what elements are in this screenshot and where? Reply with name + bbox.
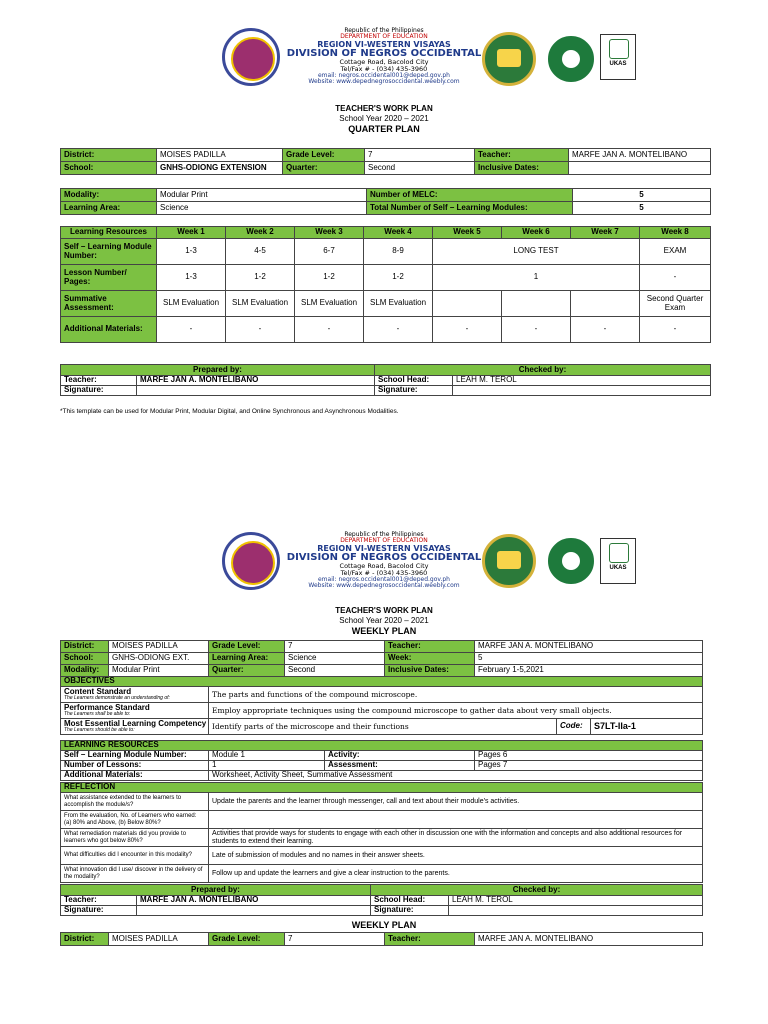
summative-week-3: SLM Evaluation (295, 291, 364, 317)
week-8-header: Week 8 (640, 227, 711, 239)
weekly-dates-value: February 1-5,2021 (475, 665, 703, 677)
reflection-a4: Late of submission of modules and no names in their answer sheets. (209, 847, 703, 865)
week-5-header: Week 5 (433, 227, 502, 239)
iso-seal (546, 536, 596, 586)
weekly-resources-table (60, 740, 703, 781)
performance-standard-label (61, 703, 209, 719)
learning-area-label: Learning Area: (61, 202, 157, 215)
address-text: Cottage Road, Bacolod City (339, 58, 429, 67)
weekly2-district-label: District: (61, 933, 109, 946)
learning-area-value: Science (157, 202, 367, 215)
weekly-plan-title-2: WEEKLY PLAN (351, 920, 417, 930)
weekly2-teacher-label: Teacher: (385, 933, 475, 946)
signature-head-label: Signature: (375, 386, 453, 396)
quarter-info-table (60, 148, 711, 175)
module-week-2: 4-5 (226, 239, 295, 265)
region-text: REGION VI-WESTERN VISAYAS (317, 39, 451, 49)
region-text: REGION VI-WESTERN VISAYAS (317, 543, 451, 553)
reflection-q5: What innovation did I use/ discover in the delivery of the modality? (61, 865, 209, 883)
weekly2-teacher-value: MARFE JAN A. MONTELIBANO (475, 933, 703, 946)
modality-label: Modality: (61, 189, 157, 202)
weekly-school-head-name: LEAH M. TEROL (449, 896, 703, 906)
objectives-header: OBJECTIVES (61, 677, 703, 687)
additional-materials-value: Worksheet, Activity Sheet, Summative Assessment (209, 771, 703, 781)
slm-number-value: Module 1 (209, 751, 325, 761)
performance-standard-value: Employ appropriate techniques using the compound microscope to gather data about very small objects. (209, 703, 703, 719)
additional-week-8: - (640, 317, 711, 343)
signature-head (453, 386, 711, 396)
total-modules-value: 5 (573, 202, 711, 215)
melc-label (61, 719, 209, 735)
summative-week-1: SLM Evaluation (157, 291, 226, 317)
district-label: District: (61, 149, 157, 162)
reflection-header: REFLECTION (61, 783, 703, 793)
school-value: GNHS-ODIONG EXTENSION (157, 162, 283, 175)
weekly2-grade-label: Grade Level: (209, 933, 285, 946)
lesson-week-2: 1-2 (226, 265, 295, 291)
footnote: *This template can be used for Modular Print, Modular Digital, and Online Synchronous and Asynchronous Modalities. (60, 408, 399, 415)
inclusive-dates-value (569, 162, 711, 175)
reflection-table (60, 782, 703, 883)
ukas-label: UKAS (609, 61, 627, 67)
content-standard-label (61, 687, 209, 703)
weekly-checked-by-header: Checked by: (371, 885, 703, 896)
reflection-a1: Update the parents and the learner through messenger, call and text about their module's activities. (209, 793, 703, 811)
additional-week-1: - (157, 317, 226, 343)
code-label: Code: (557, 719, 591, 735)
summative-week-5 (433, 291, 502, 317)
weekly-grade-value: 7 (285, 641, 385, 653)
melc-value: Identify parts of the microscope and their functions (209, 719, 557, 735)
reflection-a2 (209, 811, 703, 829)
school-head-name: LEAH M. TEROL (453, 376, 711, 386)
activity-label: Activity: (325, 751, 475, 761)
department-text: DEPARTMENT OF EDUCATION (340, 33, 428, 41)
division-seal (482, 32, 536, 86)
summative-week-6 (502, 291, 571, 317)
week-3-header: Week 3 (295, 227, 364, 239)
additional-week-5: - (433, 317, 502, 343)
summative-label: Summative Assessment: (61, 291, 157, 317)
summative-week-8: Second Quarter Exam (640, 291, 711, 317)
module-week-5-7: LONG TEST (433, 239, 640, 265)
weekly-plan-title: WEEKLY PLAN (351, 626, 417, 636)
lessons-label: Number of Lessons: (61, 761, 209, 771)
lesson-week-5-7: 1 (433, 265, 640, 291)
additional-week-2: - (226, 317, 295, 343)
school-label: School: (61, 162, 157, 175)
quarter-value: Second (365, 162, 475, 175)
reflection-q3: What remediation materials did you provide to learners who got below 80%? (61, 829, 209, 847)
weekly-quarter-label: Quarter: (209, 665, 285, 677)
checked-by-header: Checked by: (375, 365, 711, 376)
teacher-sign-label: Teacher: (61, 376, 137, 386)
address-text: Cottage Road, Bacolod City (339, 562, 429, 571)
assessment-value: Pages 7 (475, 761, 703, 771)
email-text: email: negros.occidental001@deped.gov.ph (317, 576, 450, 584)
reflection-a3: Activities that provide ways for students to engage with each other in discussion one with the information and concepts and also additional resources for students to extend their learning. (209, 829, 703, 847)
weekly-week-label: Week: (385, 653, 475, 665)
lessons-value: 1 (209, 761, 325, 771)
weekly-school-label: School: (61, 653, 109, 665)
weekly2-district-value: MOISES PADILLA (109, 933, 209, 946)
weekly-grade-label: Grade Level: (209, 641, 285, 653)
school-year: School Year 2020 – 2021 (339, 616, 429, 625)
iso-seal (546, 34, 596, 84)
melc-sub: The Learners should be able to: (64, 727, 135, 734)
prepared-by-header: Prepared by: (61, 365, 375, 376)
lesson-number-label: Lesson Number/ Pages: (61, 265, 157, 291)
school-head-label: School Head: (375, 376, 453, 386)
objectives-table (60, 676, 703, 735)
modality-table (60, 188, 711, 215)
additional-materials-label: Additional Materials: (61, 317, 157, 343)
letterhead (270, 532, 498, 590)
week-7-header: Week 7 (571, 227, 640, 239)
reflection-q4: What difficulties did I encounter in this modality? (61, 847, 209, 865)
plan-title: TEACHER'S WORK PLAN (335, 104, 433, 113)
telfax-text: Tel/Fax # - (034) 435-3960 (340, 65, 428, 74)
teacher-sign-name: MARFE JAN A. MONTELIBANO (137, 376, 375, 386)
inclusive-dates-label: Inclusive Dates: (475, 162, 569, 175)
website-text: Website: www.depednegrosoccidental.weebly.com (308, 582, 460, 590)
ukas-logo (600, 34, 636, 80)
learning-resources-header: LEARNING RESOURCES (61, 741, 703, 751)
weekly-signature-teacher (137, 906, 371, 916)
weekly-signature-head-label: Signature: (371, 906, 449, 916)
performance-standard-title: Performance Standard (64, 702, 150, 712)
division-seal (482, 534, 536, 588)
weekly-school-value: GNHS-ODIONG EXT. (109, 653, 209, 665)
reflection-q2: From the evaluation, No. of Learners who earned: (a) 80% and Above, (b) Below 80%? (61, 811, 209, 829)
weekly-prepared-by-header: Prepared by: (61, 885, 371, 896)
weekly-teacher-sign-name: MARFE JAN A. MONTELIBANO (137, 896, 371, 906)
telfax-text: Tel/Fax # - (034) 435-3960 (340, 569, 428, 578)
school-year: School Year 2020 – 2021 (339, 114, 429, 123)
resources-header-label: Learning Resources (61, 227, 157, 239)
additional-materials-label: Additional Materials: (61, 771, 209, 781)
lesson-week-3: 1-2 (295, 265, 364, 291)
weekly-modality-value: Modular Print (109, 665, 209, 677)
division-text: DIVISION OF NEGROS OCCIDENTAL (286, 551, 482, 563)
module-number-label: Self – Learning Module Number: (61, 239, 157, 265)
reflection-q1: What assistance extended to the learners to accomplish the module/s? (61, 793, 209, 811)
module-week-4: 8-9 (364, 239, 433, 265)
ukas-logo (600, 538, 636, 584)
number-of-melc-label: Number of MELC: (367, 189, 573, 202)
performance-standard-sub: The Learners shall be able to: (64, 711, 131, 718)
week-2-header: Week 2 (226, 227, 295, 239)
plan-title: TEACHER'S WORK PLAN (335, 606, 433, 615)
content-standard-title: Content Standard (64, 686, 132, 696)
module-week-8: EXAM (640, 239, 711, 265)
republic-text: Republic of the Philippines (344, 27, 424, 34)
content-standard-sub: The Learners demonstrate an understanding of: (64, 695, 170, 702)
department-text: DEPARTMENT OF EDUCATION (340, 537, 428, 545)
additional-week-4: - (364, 317, 433, 343)
weekly-modality-label: Modality: (61, 665, 109, 677)
slm-number-label: Self – Learning Module Number: (61, 751, 209, 761)
additional-week-7: - (571, 317, 640, 343)
weekly-info-table (60, 640, 703, 677)
signature-teacher (137, 386, 375, 396)
weekly-school-head-label: School Head: (371, 896, 449, 906)
weekly-district-label: District: (61, 641, 109, 653)
week-4-header: Week 4 (364, 227, 433, 239)
quarter-label: Quarter: (283, 162, 365, 175)
weekly-teacher-label: Teacher: (385, 641, 475, 653)
division-text: DIVISION OF NEGROS OCCIDENTAL (286, 47, 482, 59)
assessment-label: Assessment: (325, 761, 475, 771)
weekly-signature-label: Signature: (61, 906, 137, 916)
letterhead (270, 28, 498, 86)
weekly-quarter-value: Second (285, 665, 385, 677)
module-week-1: 1-3 (157, 239, 226, 265)
weekly-teacher-sign-label: Teacher: (61, 896, 137, 906)
summative-week-4: SLM Evaluation (364, 291, 433, 317)
week-6-header: Week 6 (502, 227, 571, 239)
weekly-district-value: MOISES PADILLA (109, 641, 209, 653)
weekly-teacher-value: MARFE JAN A. MONTELIBANO (475, 641, 703, 653)
additional-week-3: - (295, 317, 364, 343)
grade-level-label: Grade Level: (283, 149, 365, 162)
weekly-info-table-2 (60, 932, 703, 946)
weekly-learning-area-value: Science (285, 653, 385, 665)
reflection-a5: Follow up and update the learners and give a clear instruction to the parents. (209, 865, 703, 883)
weekly-signature-table (60, 884, 703, 916)
weekly-dates-label: Inclusive Dates: (385, 665, 475, 677)
email-text: email: negros.occidental001@deped.gov.ph (317, 72, 450, 80)
melc-title: Most Essential Learning Competency (64, 718, 207, 728)
lesson-week-1: 1-3 (157, 265, 226, 291)
module-week-3: 6-7 (295, 239, 364, 265)
week-1-header: Week 1 (157, 227, 226, 239)
total-modules-label: Total Number of Self – Learning Modules: (367, 202, 573, 215)
number-of-melc-value: 5 (573, 189, 711, 202)
weekly2-grade-value: 7 (285, 933, 385, 946)
ukas-label: UKAS (609, 565, 627, 571)
lesson-week-4: 1-2 (364, 265, 433, 291)
quarter-plan-title: QUARTER PLAN (348, 124, 420, 134)
signature-table (60, 364, 711, 396)
activity-value: Pages 6 (475, 751, 703, 761)
additional-week-6: - (502, 317, 571, 343)
learning-resources-table (60, 226, 711, 343)
republic-text: Republic of the Philippines (344, 531, 424, 538)
modality-value: Modular Print (157, 189, 367, 202)
district-value: MOISES PADILLA (157, 149, 283, 162)
lesson-week-8: - (640, 265, 711, 291)
weekly-signature-head (449, 906, 703, 916)
grade-level-value: 7 (365, 149, 475, 162)
code-value: S7LT-IIa-1 (591, 719, 703, 735)
summative-week-7 (571, 291, 640, 317)
teacher-label: Teacher: (475, 149, 569, 162)
website-text: Website: www.depednegrosoccidental.weebly.com (308, 78, 460, 86)
content-standard-value: The parts and functions of the compound microscope. (209, 687, 703, 703)
teacher-value: MARFE JAN A. MONTELIBANO (569, 149, 711, 162)
weekly-week-value: 5 (475, 653, 703, 665)
summative-week-2: SLM Evaluation (226, 291, 295, 317)
signature-label: Signature: (61, 386, 137, 396)
weekly-learning-area-label: Learning Area: (209, 653, 285, 665)
